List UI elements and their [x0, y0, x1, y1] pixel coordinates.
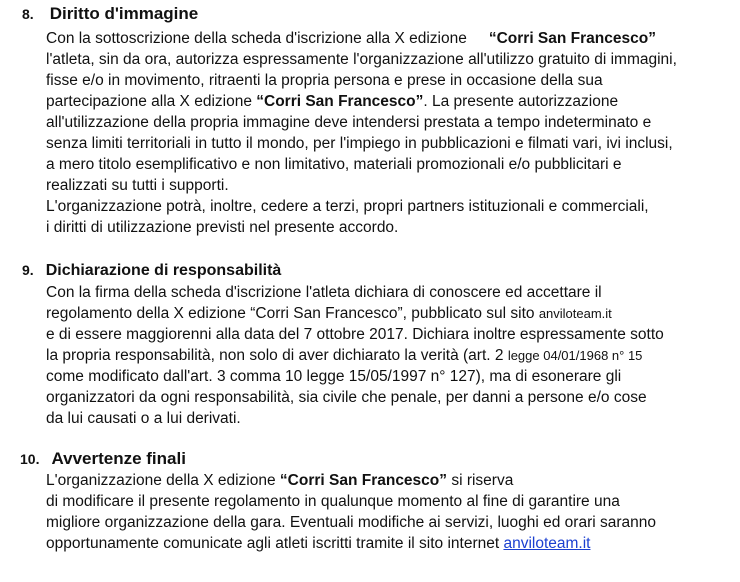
- paragraph-line: di modificare il presente regolamento in qualunque momento al fine di garantire una: [46, 493, 620, 510]
- website-text: anviloteam.it: [538, 306, 612, 321]
- text-segment: la propria responsabilità, non solo di aver dichiarato la verità (art. 2: [46, 347, 508, 364]
- section-number: 10.: [20, 451, 40, 467]
- paragraph-line: migliore organizzazione della gara. Eventuali modifiche ai servizi, luoghi ed orari saranno: [46, 514, 656, 531]
- paragraph-line: [46, 535, 590, 553]
- text-segment: . La presente autorizzazione: [423, 93, 619, 110]
- text-segment: si riserva: [447, 472, 514, 489]
- paragraph-line: L'organizzazione potrà, inoltre, cedere a terzi, propri partners istituzionali e commerciali,: [46, 198, 649, 215]
- paragraph-line: fisse e/o in movimento, ritraenti la propria persona e prese in occasione della sua: [46, 72, 603, 89]
- paragraph-line: e di essere maggiorenni alla data del 7 ottobre 2017. Dichiara inoltre espressamente sotto: [46, 326, 664, 343]
- paragraph-line: senza limiti territoriali in tutto il mondo, per l'impiego in pubblicazioni e filmati vari, ivi inclusi,: [46, 135, 673, 152]
- law-reference: legge 04/01/1968 n° 15: [507, 348, 643, 363]
- paragraph-line: [46, 305, 612, 323]
- paragraph-line: realizzati su tutti i supporti.: [46, 177, 229, 194]
- section-number: 9.: [22, 262, 34, 278]
- section-title: Diritto d'immagine: [49, 4, 199, 23]
- paragraph-line: da lui causati o a lui derivati.: [46, 410, 241, 427]
- section-9-heading: [22, 262, 281, 280]
- paragraph-line: a mero titolo esemplificativo e non limitativo, materiali promozionali e/o pubblicitari e: [46, 156, 622, 173]
- section-8-heading: [22, 4, 198, 24]
- paragraph-line: [46, 472, 513, 490]
- event-name: “Corri San Francesco”: [279, 472, 448, 489]
- event-name: “Corri San Francesco”: [488, 30, 656, 47]
- paragraph-line: l'atleta, sin da ora, autorizza espressamente l'organizzazione all'utilizzo gratuito di immagini,: [46, 51, 677, 68]
- paragraph-line: [46, 347, 642, 365]
- paragraph-line: come modificato dall'art. 3 comma 10 legge 15/05/1997 n° 127), ma di esonerare gli: [46, 368, 622, 385]
- website-link[interactable]: anviloteam.it: [503, 535, 591, 552]
- section-number: 8.: [22, 6, 34, 22]
- text-segment: opportunamente comunicate agli atleti iscritti tramite il sito internet: [46, 535, 504, 552]
- text-segment: regolamento della X edizione “Corri San Francesco”, pubblicato sul sito: [46, 305, 539, 322]
- paragraph-line: i diritti di utilizzazione previsti nel presente accordo.: [46, 219, 399, 236]
- section-title: Dichiarazione di responsabilità: [45, 262, 282, 279]
- paragraph-line: organizzatori da ogni responsabilità, sia civile che penale, per danni a persone e/o cose: [46, 389, 647, 406]
- paragraph-line: all'utilizzazione della propria immagine deve intendersi prestata a tempo indeterminato e: [46, 114, 652, 131]
- section-title: Avvertenze finali: [51, 449, 186, 468]
- paragraph-line: [46, 30, 656, 48]
- text-segment: partecipazione alla X edizione: [46, 93, 257, 110]
- event-name: “Corri San Francesco”: [256, 93, 424, 110]
- section-10-heading: [20, 449, 186, 469]
- text-segment: Con la sottoscrizione della scheda d'iscrizione alla X edizione: [46, 30, 467, 47]
- text-segment: L'organizzazione della X edizione: [46, 472, 280, 489]
- paragraph-line: Con la firma della scheda d'iscrizione l'atleta dichiara di conoscere ed accettare il: [46, 284, 602, 301]
- paragraph-line: [46, 93, 618, 111]
